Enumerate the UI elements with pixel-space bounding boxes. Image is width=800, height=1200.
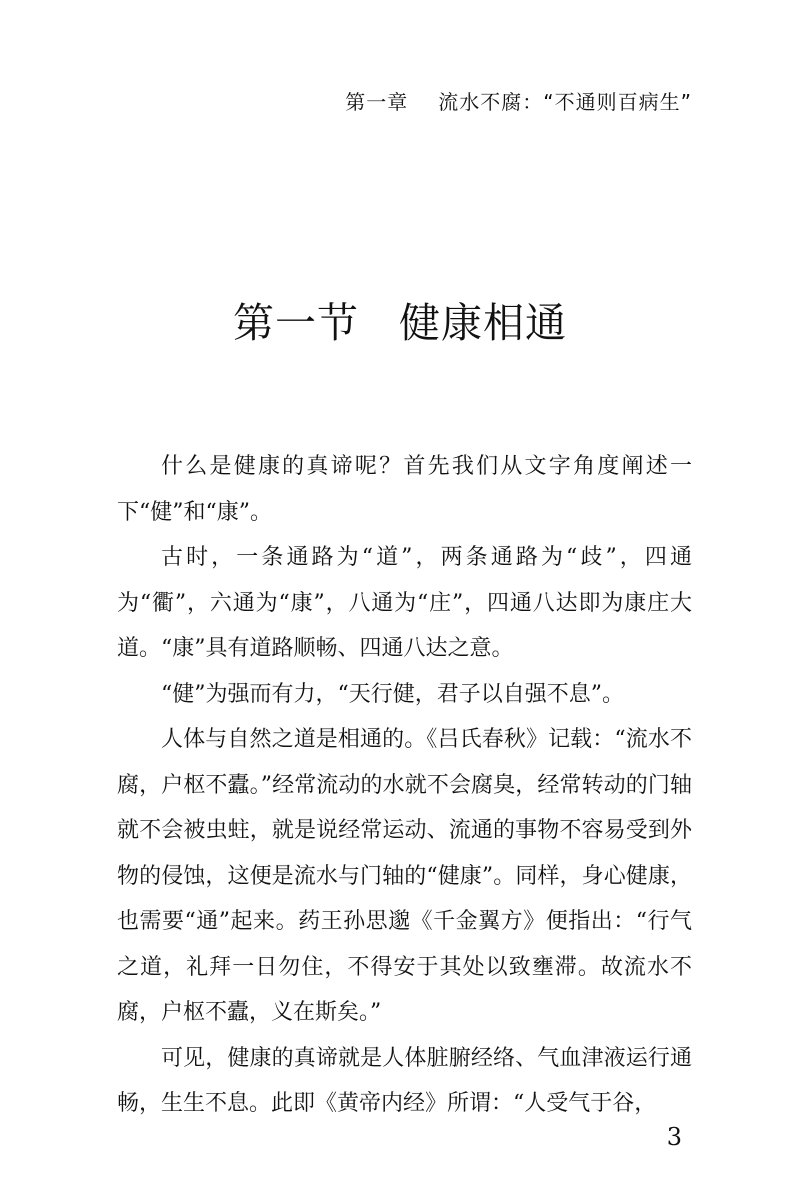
- paragraph: 什么是健康的真谛呢？首先我们从文字角度阐述一下“健”和“康”。: [117, 454, 692, 525]
- header-chapter: 第一章: [345, 90, 409, 114]
- body-text: [117, 444, 692, 1127]
- header-chapter-title: 流水不腐：“不通则百病生”: [438, 90, 692, 114]
- paragraph: 人体与自然之道是相通的。《吕氏春秋》记载：“流水不腐，户枢不蠹。”经常流动的水就不会腐臭，经常转动的门轴就不会被虫蛀，就是说经常运动、流通的事物不容易受到外物的侵蚀，这便是流水与门轴的“健康”。同样，身心健康，也需要“通”起来。药王孙思邈《千金翼方》便指出：“行气之道，礼拜一日勿住，不得安于其处以致壅滞。故流水不腐，户枢不蠹，义在斯矣。”: [117, 727, 692, 1025]
- section-title: [0, 290, 800, 349]
- section-title-text: 健康相通: [399, 299, 567, 347]
- running-header: [345, 86, 692, 115]
- paragraph: “健”为强而有力，“天行健，君子以自强不息”。: [161, 681, 624, 707]
- paragraph: 古时，一条通路为“道”，两条通路为“歧”，四通为“衢”，六通为“康”，八通为“庄”，四通八达即为康庄大道。“康”具有道路顺畅、四通八达之意。: [117, 545, 692, 661]
- page-number: 3: [666, 1123, 682, 1151]
- section-number: 第一节: [233, 299, 359, 347]
- paragraph: 可见，健康的真谛就是人体脏腑经络、气血津液运行通畅，生生不息。此即《黄帝内经》所谓：“人受气于谷，: [117, 1045, 692, 1116]
